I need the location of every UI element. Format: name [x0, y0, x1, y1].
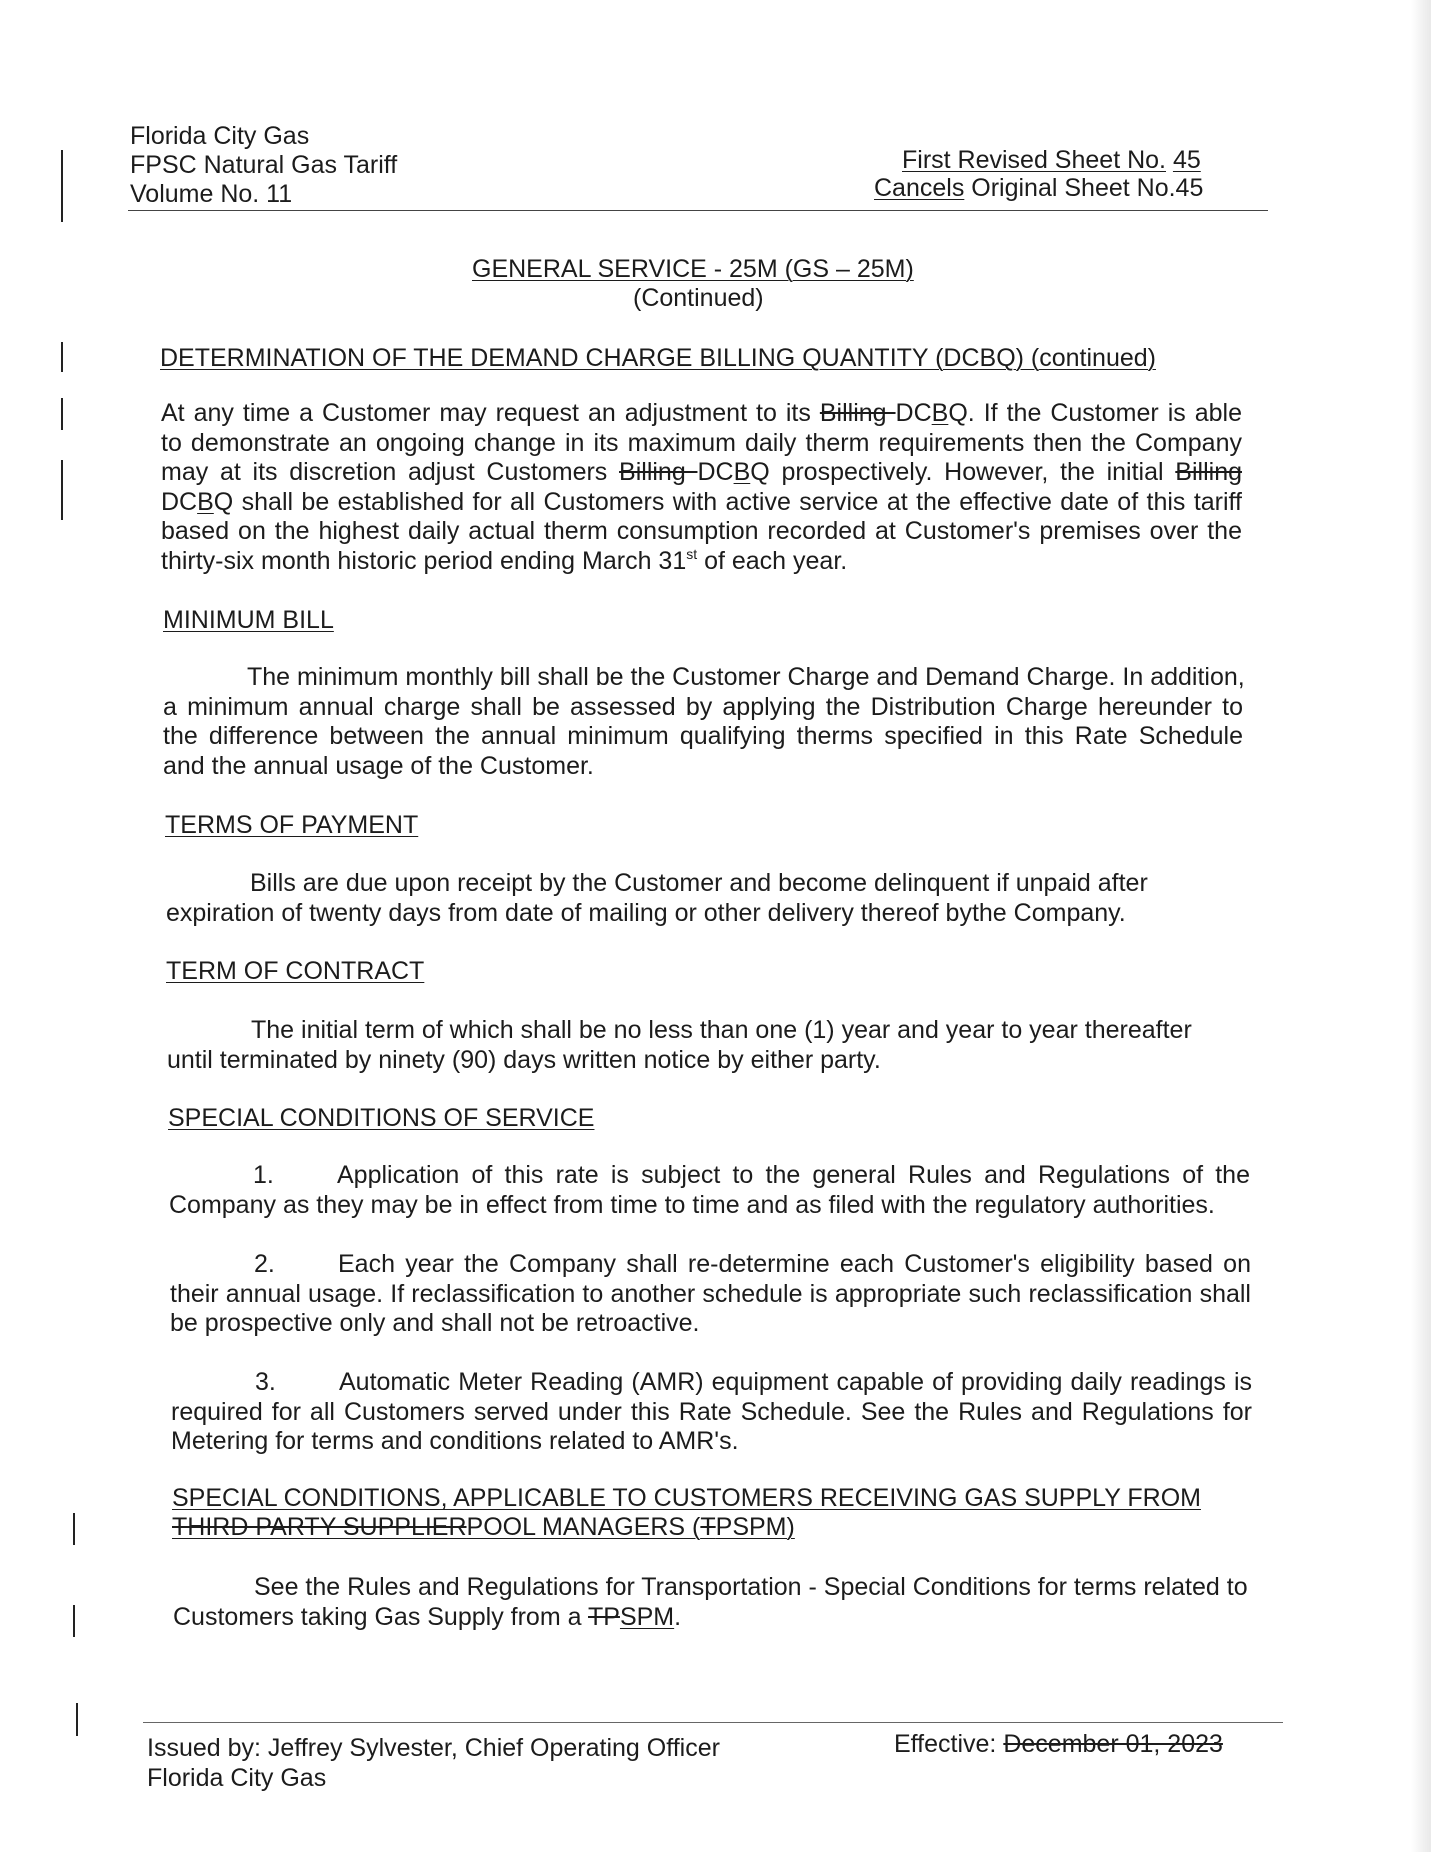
header-tariff: FPSC Natural Gas Tariff [130, 151, 398, 179]
third-party-paragraph: See the Rules and Regulations for Transportation - Special Conditions for terms related to Customers taking Gas Supply from a TPSPM. [173, 1573, 1248, 1631]
sheet-revised-prefix: First Revised Sheet No. [902, 146, 1166, 174]
header-rule [128, 210, 1268, 211]
item-number: 2. [254, 1250, 275, 1278]
third-party-heading-line1: SPECIAL CONDITIONS, APPLICABLE TO CUSTOMERS RECEIVING GAS SUPPLY FROM [172, 1484, 1201, 1512]
special-conditions-heading: SPECIAL CONDITIONS OF SERVICE [168, 1104, 595, 1132]
revision-bar [61, 460, 63, 520]
footer-issued-by: Issued by: Jeffrey Sylvester, Chief Operating Officer [147, 1734, 720, 1762]
header-company: Florida City Gas [130, 122, 310, 150]
revision-bar [76, 1703, 78, 1736]
revision-bar [61, 342, 63, 372]
revision-bar [61, 150, 63, 222]
header-sheet-number [902, 146, 1201, 175]
header-volume: Volume No. 11 [130, 180, 293, 208]
header-cancels [874, 174, 1203, 203]
minimum-bill-heading: MINIMUM BILL [163, 606, 334, 634]
term-of-contract-heading: TERM OF CONTRACT [166, 957, 425, 985]
special-condition-item: 2. Each year the Company shall re-determine each Customer's eligibility based on their annual usage. If reclassification to another schedule is appropriate such reclassification shall be prospective only and shall not be retroactive. [170, 1250, 1251, 1337]
terms-of-payment-heading: TERMS OF PAYMENT [165, 811, 419, 839]
footer-effective: Effective: December 01, 2023 [894, 1730, 1223, 1758]
cancels-prefix: Cancels [874, 174, 965, 202]
minimum-bill-paragraph: The minimum monthly bill shall be the Customer Charge and Demand Charge. In addition, a minimum annual charge shall be assessed by applying the Distribution Charge hereunder to the difference between the annual minimum qualifying therms specified in this Rate Schedule and the annual usage of the Customer. [163, 663, 1245, 780]
effective-date-struck: December 01, 2023 [1003, 1730, 1223, 1758]
cancels-rest: Original Sheet No.45 [964, 174, 1204, 202]
term-of-contract-paragraph: The initial term of which shall be no less than one (1) year and year to year thereafter until terminated by ninety (90) days written notice by either party. [167, 1016, 1192, 1074]
special-condition-item: 3. Automatic Meter Reading (AMR) equipment capable of providing daily readings is required for all Customers served under this Rate Schedule. See the Rules and Regulations for Metering for terms and conditions related to AMR's. [171, 1368, 1252, 1455]
section-subtitle: (Continued) [633, 284, 764, 312]
sheet-number: 45 [1172, 146, 1201, 174]
terms-of-payment-paragraph: Bills are due upon receipt by the Customer and become delinquent if unpaid after expiration of twenty days from date of mailing or other delivery thereof bythe Company. [166, 869, 1148, 927]
scan-page-edge [1411, 0, 1431, 1852]
dcbq-heading: DETERMINATION OF THE DEMAND CHARGE BILLING QUANTITY (DCBQ) (continued) [160, 344, 1156, 372]
third-party-heading-line2: THIRD PARTY SUPPLIERPOOL MANAGERS (TPSPM) [172, 1513, 795, 1541]
item-number: 1. [253, 1161, 274, 1189]
revision-bar [73, 1513, 75, 1545]
footer-rule [143, 1722, 1283, 1723]
section-title: GENERAL SERVICE - 25M (GS – 25M) [472, 255, 914, 283]
special-condition-item: 1. Application of this rate is subject to the general Rules and Regulations of the Company as they may be in effect from time to time and as filed with the regulatory authorities. [169, 1161, 1250, 1219]
footer-company: Florida City Gas [147, 1764, 327, 1792]
revision-bar [73, 1605, 75, 1637]
revision-bar [61, 398, 63, 430]
dcbq-paragraph: At any time a Customer may request an adjustment to its Billing DCBQ. If the Customer is able to demonstrate an ongoing change in its maximum daily therm requirements then the Company may at its discretion adjust Customers Billing DCBQ prospectively. However, the initial Billing DCBQ shall be established for all Customers with active service at the effective date of this tariff based on the highest daily actual therm consumption recorded at Customer's premises over the thirty-six month historic period ending March 31st of each year. [161, 399, 1242, 575]
item-number: 3. [255, 1368, 276, 1396]
